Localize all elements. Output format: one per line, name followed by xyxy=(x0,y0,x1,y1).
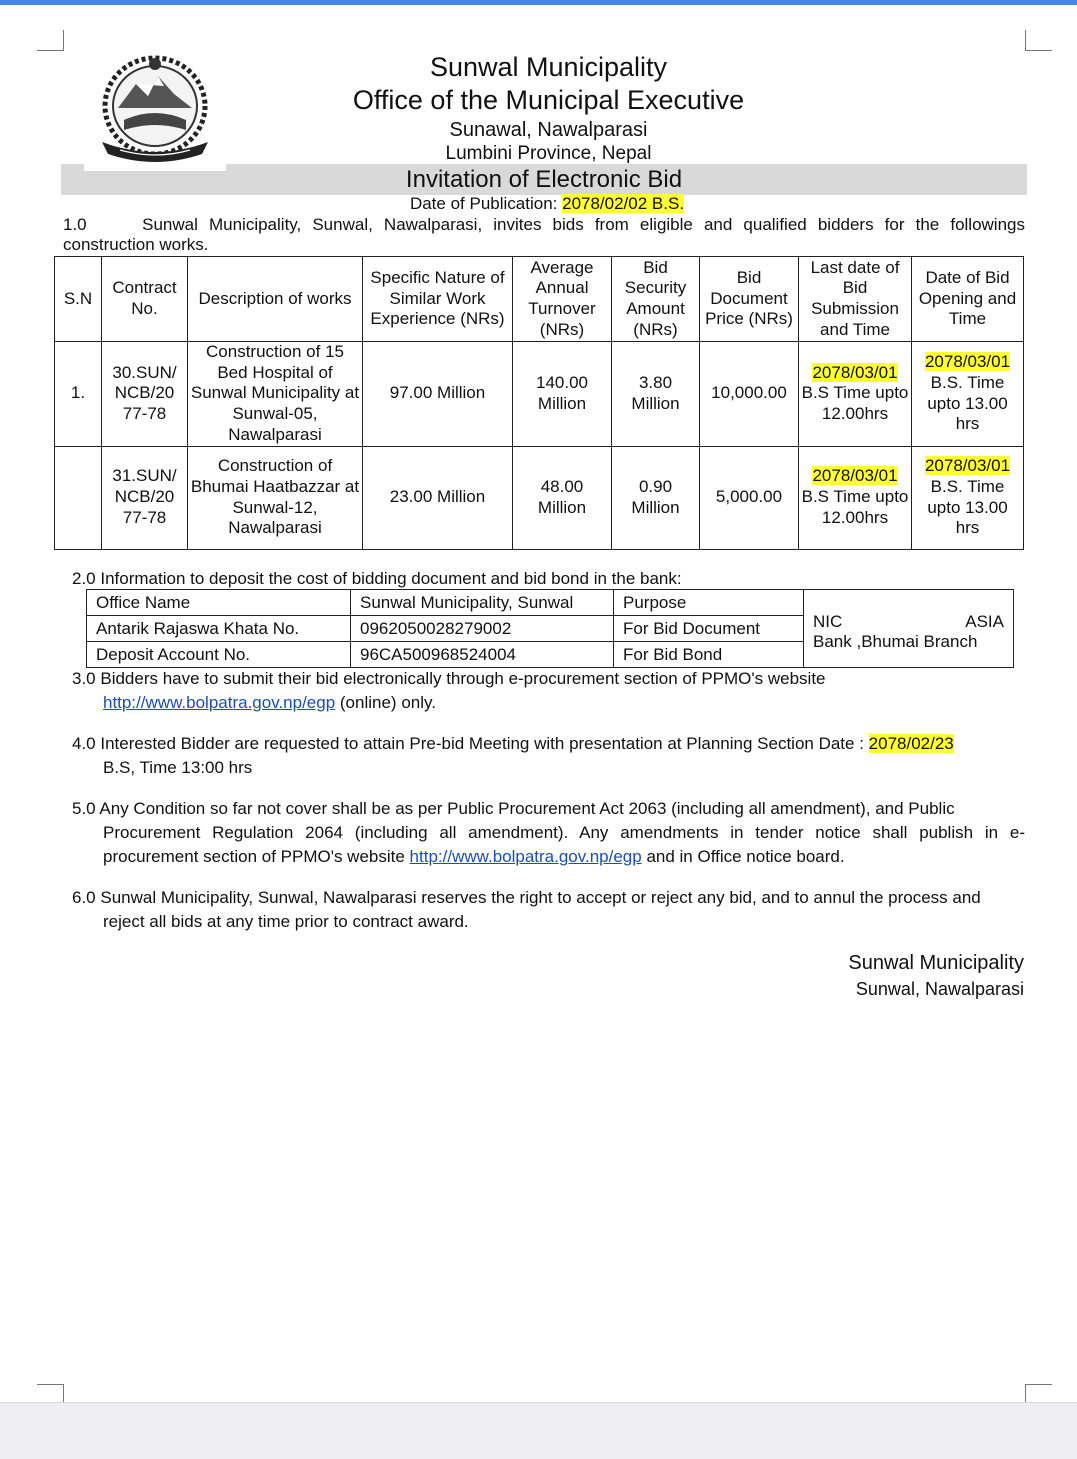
opening-time: B.S. Time upto 13.00 hrs xyxy=(927,373,1008,434)
opening-date: 2078/03/01 xyxy=(924,352,1011,372)
bid-table xyxy=(54,256,1024,550)
opening-date: 2078/03/01 xyxy=(924,456,1011,476)
org-name: Sunwal Municipality xyxy=(429,52,668,82)
prebid-date: 2078/02/23 xyxy=(868,734,954,753)
header-contract: Contract No. xyxy=(102,257,188,342)
section-4-text: 4.0 Interested Bidder are requested to attain Pre-bid Meeting with presentation at Planning Section Date : xyxy=(72,734,869,753)
publication-label: Date of Publication: xyxy=(409,194,563,213)
section-1-line1: Sunwal Municipality, Sunwal, Nawalparasi, invites bids from eligible and qualified bidders for the followings xyxy=(142,215,1025,234)
section-1-number: 1.0 xyxy=(63,215,87,234)
bank-cell-purpose: For Bid Document xyxy=(614,616,804,642)
address-line-2: Lumbini Province, Nepal xyxy=(445,143,652,164)
cell-contract: 30.SUN/ NCB/20 77-78 xyxy=(102,342,188,447)
signature-place: Sunwal, Nawalparasi xyxy=(855,979,1024,999)
cell-sn: 1. xyxy=(55,342,102,447)
table-row xyxy=(55,446,1024,549)
bank-cell-purpose: Purpose xyxy=(614,590,804,616)
header-submission: Last date of Bid Submission and Time xyxy=(799,257,912,342)
bank-word-nic: NIC xyxy=(813,611,843,631)
top-accent-bar xyxy=(0,0,1077,5)
bid-table-header-row xyxy=(55,257,1024,342)
address-line-1: Sunawal, Nawalparasi xyxy=(449,119,648,141)
header-price: Bid Document Price (NRs) xyxy=(700,257,799,342)
cell-contract: 31.SUN/ NCB/20 77-78 xyxy=(102,446,188,549)
cell-description: Construction of 15 Bed Hospital of Sunwal Municipality at Sunwal-05, Nawalparasi xyxy=(188,342,363,447)
section-6-line2: reject all bids at any time prior to contract award. xyxy=(103,912,469,931)
cell-security: 0.90 Million xyxy=(612,446,700,549)
cell-submission xyxy=(799,342,912,447)
submission-time: B.S Time upto 12.00hrs xyxy=(801,487,909,527)
cell-price: 10,000.00 xyxy=(700,342,799,447)
cell-opening xyxy=(912,446,1024,549)
section-6-line1: 6.0 Sunwal Municipality, Sunwal, Nawalparasi reserves the right to accept or reject any bid, and to annul the process and xyxy=(72,888,981,907)
submission-date: 2078/03/01 xyxy=(812,466,898,486)
table-row xyxy=(87,590,1014,616)
bank-cell-purpose: For Bid Bond xyxy=(614,642,804,668)
cell-opening xyxy=(912,342,1024,447)
section-5-line3 xyxy=(103,845,845,869)
section-5-suffix: and in Office notice board. xyxy=(641,847,845,866)
cell-submission xyxy=(799,446,912,549)
bank-branch: Bank ,Bhumai Branch xyxy=(813,631,978,651)
bank-cell-value: 96CA500968524004 xyxy=(351,642,614,668)
cell-turnover: 140.00 Million xyxy=(513,342,612,447)
page-footer-band xyxy=(0,1402,1077,1459)
submission-date: 2078/03/01 xyxy=(812,362,898,382)
publication-date-line xyxy=(0,194,1077,214)
section-4-line1 xyxy=(72,732,954,756)
bank-name-cell xyxy=(804,590,1014,668)
section-4-line2: B.S, Time 13:00 hrs xyxy=(103,758,253,777)
bank-cell-value: 0962050028279002 xyxy=(351,616,614,642)
section-5-prefix: procurement section of PPMO's website xyxy=(103,847,410,866)
bank-cell-label: Deposit Account No. xyxy=(87,642,351,668)
cell-sn xyxy=(55,446,102,549)
bank-cell-value: Sunwal Municipality, Sunwal xyxy=(351,590,614,616)
opening-time: B.S. Time upto 13.00 hrs xyxy=(927,476,1008,538)
header-description: Description of works xyxy=(188,257,363,342)
bank-cell-label: Antarik Rajaswa Khata No. xyxy=(87,616,351,642)
cell-experience: 23.00 Million xyxy=(363,446,513,549)
header-security: Bid Security Amount (NRs) xyxy=(612,257,700,342)
section-1-text xyxy=(63,214,1025,235)
page-title: Invitation of Electronic Bid xyxy=(405,166,683,193)
signature-name: Sunwal Municipality xyxy=(848,952,1024,974)
header-turnover: Average Annual Turnover (NRs) xyxy=(513,257,612,342)
bank-word-asia: ASIA xyxy=(965,611,1004,631)
table-row xyxy=(55,342,1024,447)
header-opening: Date of Bid Opening and Time xyxy=(912,257,1024,342)
section-3-suffix: (online) only. xyxy=(335,693,436,712)
section-5-line1: 5.0 Any Condition so far not cover shall be as per Public Procurement Act 2063 (including all amendment), and Public xyxy=(72,799,955,818)
bank-table xyxy=(86,589,1014,668)
publication-date: 2078/02/02 B.S. xyxy=(562,194,685,213)
header-experience: Specific Nature of Similar Work Experience (NRs) xyxy=(363,257,513,342)
cell-security: 3.80 Million xyxy=(612,342,700,447)
cell-description: Construction of Bhumai Haatbazzar at Sunwal-12, Nawalparasi xyxy=(188,446,363,549)
submission-time: B.S Time upto 12.00hrs xyxy=(801,383,909,424)
section-3-line2 xyxy=(103,691,436,715)
section-3-line1: 3.0 Bidders have to submit their bid electronically through e-procurement section of PPMO's website xyxy=(72,669,826,688)
office-name: Office of the Municipal Executive xyxy=(352,85,745,115)
header-sn: S.N xyxy=(55,257,102,342)
crop-mark-top-left xyxy=(37,30,64,51)
bank-cell-label: Office Name xyxy=(87,590,351,616)
cell-price: 5,000.00 xyxy=(700,446,799,549)
cell-turnover: 48.00 Million xyxy=(513,446,612,549)
bolpatra-link[interactable]: http://www.bolpatra.gov.np/egp xyxy=(409,847,642,866)
bolpatra-link[interactable]: http://www.bolpatra.gov.np/egp xyxy=(103,693,336,712)
crop-mark-top-right xyxy=(1025,30,1052,51)
cell-experience: 97.00 Million xyxy=(363,342,513,447)
section-1-line2: construction works. xyxy=(63,235,209,254)
section-2-title: 2.0 Information to deposit the cost of bidding document and bid bond in the bank: xyxy=(72,569,682,588)
section-5-line2: Procurement Regulation 2064 (including all amendment). Any amendments in tender notice shall publish in e- xyxy=(103,823,1025,842)
